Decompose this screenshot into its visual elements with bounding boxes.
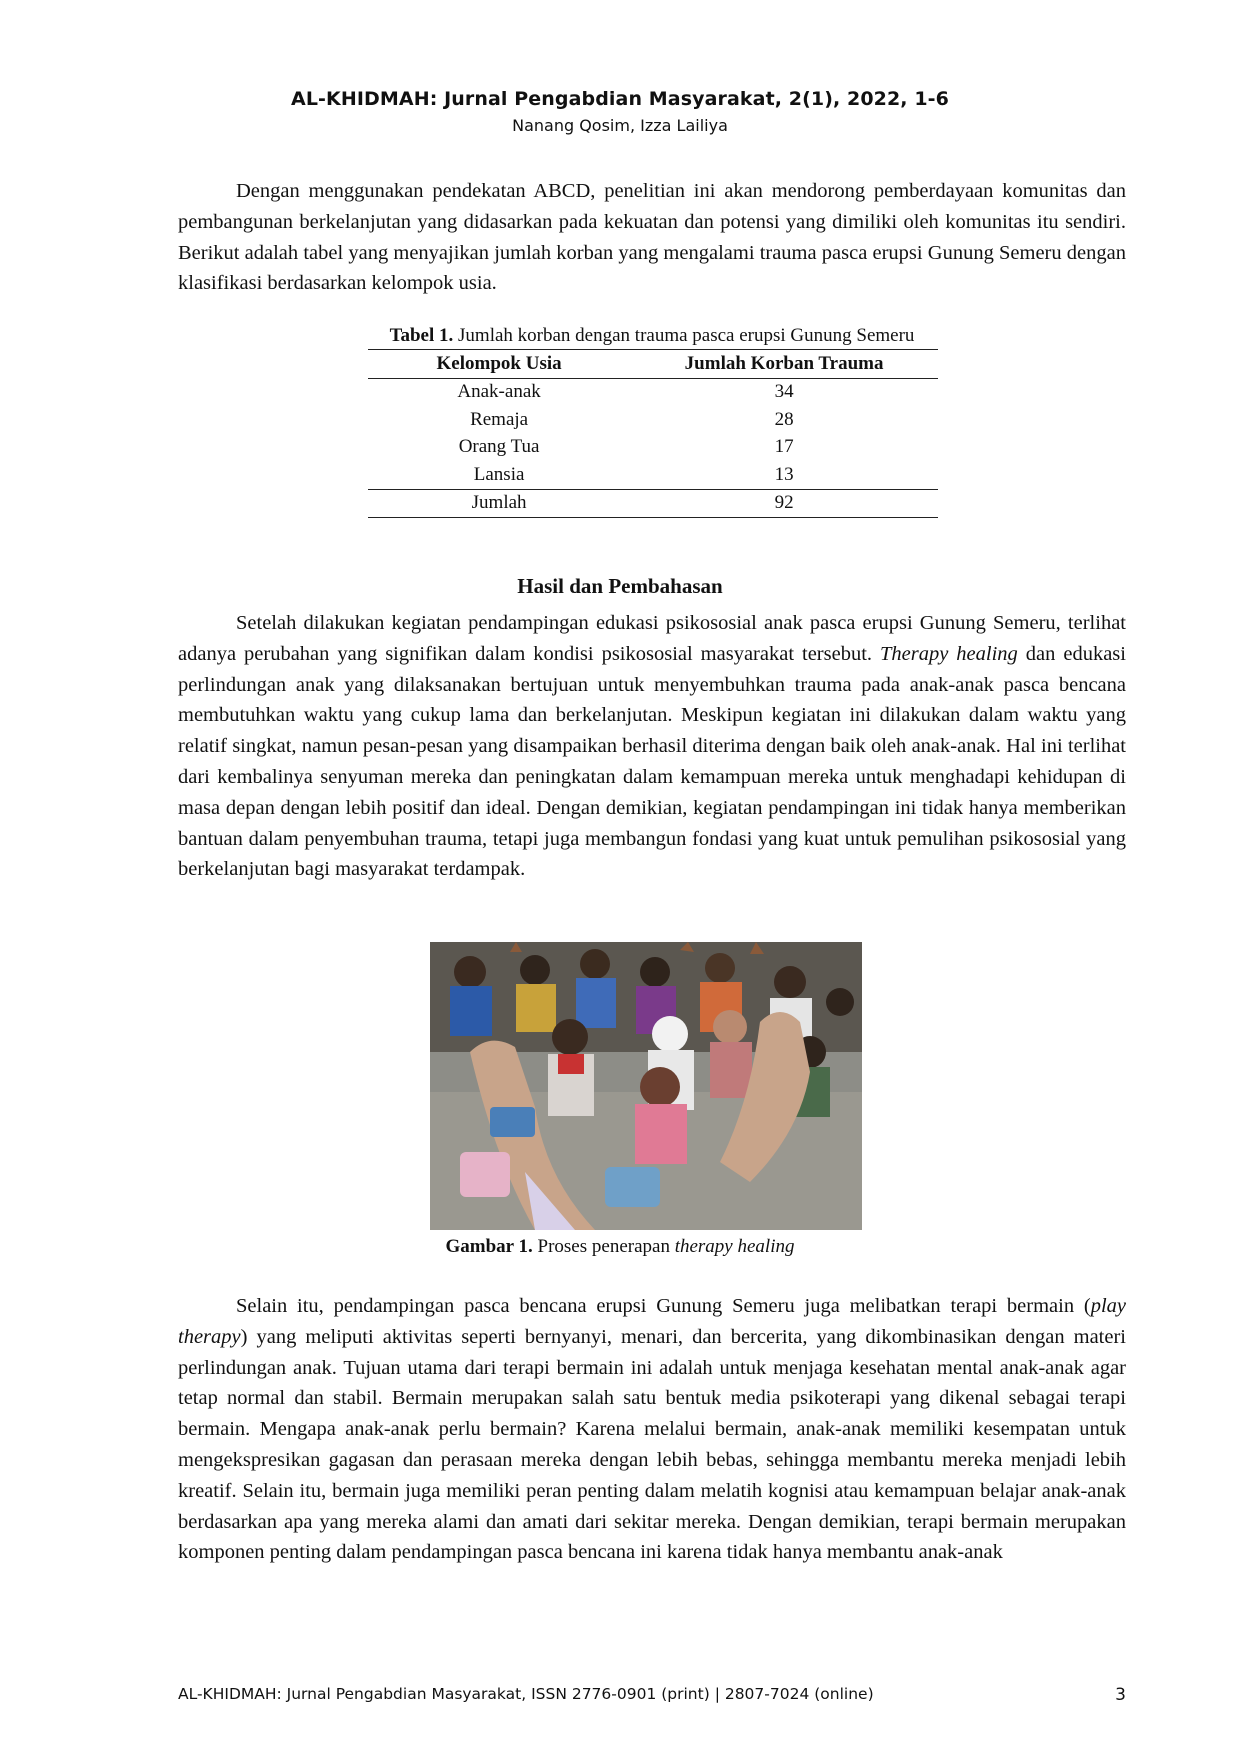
results-text-italic: Therapy healing bbox=[880, 642, 1018, 665]
play-therapy-paragraph-block bbox=[178, 1291, 1126, 1568]
table-row bbox=[368, 406, 938, 434]
results-paragraph-block bbox=[178, 608, 1126, 885]
journal-title: AL-KHIDMAH: Jurnal Pengabdian Masyarakat, 2(1), 2022, 1-6 bbox=[291, 88, 949, 110]
total-value-cell: 92 bbox=[630, 489, 938, 518]
play-text-part2: ) yang meliputi aktivitas seperti bernyanyi, menari, dan bercerita, yang dikombinasikan dengan materi perlindungan anak. Tujuan utama dari terapi bermain ini adalah untuk menjaga kesehatan mental anak-anak agar tetap normal dan stabil. Bermain merupakan salah satu bentuk media psikoterapi yang dikenal sebagai terapi bermain. Mengapa anak-anak perlu bermain? Karena melalui bermain, anak-anak memiliki kesempatan untuk mengekspresikan gagasan dan perasaan mereka dengan lebih bebas, sehingga membantu mereka menjadi lebih kreatif. Selain itu, bermain juga memiliki peran penting dalam melatih kognisi atau kemampuan belajar anak-anak berdasarkan apa yang mereka alami dan amati dari sekitar mereka. Dengan demikian, terapi bermain merupakan komponen penting dalam pendampingan pasca bencana ini karena tidak hanya membantu anak-anak bbox=[178, 1325, 1126, 1564]
figure-label: Gambar 1. bbox=[445, 1236, 533, 1257]
play-text-part1: Selain itu, pendampingan pasca bencana erupsi Gunung Semeru juga melibatkan terapi bermain ( bbox=[236, 1295, 1091, 1317]
age-group-cell: Orang Tua bbox=[458, 436, 540, 458]
running-header bbox=[0, 88, 1240, 135]
table-row bbox=[368, 434, 938, 462]
page-footer bbox=[178, 1685, 1126, 1703]
results-text-part2: dan edukasi perlindungan anak yang dilaksanakan bertujuan untuk menyembuhkan trauma pada anak-anak pasca bencana membutuhkan waktu yang cukup lama dan berkelanjutan. Meskipun kegiatan ini dilakukan dalam waktu yang relatif singkat, namun pesan-pesan yang disampaikan berhasil diterima dengan baik oleh anak-anak. Hal ini terlihat dari kembalinya senyuman mereka dan peningkatan dalam kemampuan mereka untuk menghadapi kehidupan di masa depan dengan lebih positif dan ideal. Dengan demikian, kegiatan pendampingan ini tidak hanya memberikan bantuan dalam penyembuhan trauma, tetapi juga membangun fondasi yang kuat untuk pemulihan psikososial yang berkelanjutan bagi masyarakat terdampak. bbox=[178, 642, 1126, 881]
age-group-cell: Anak-anak bbox=[457, 381, 541, 403]
figure-caption-text: Proses penerapan bbox=[532, 1236, 675, 1257]
total-label-cell: Jumlah bbox=[368, 489, 630, 518]
play-therapy-paragraph bbox=[178, 1291, 1126, 1568]
victim-count-cell: 13 bbox=[774, 463, 794, 485]
play-text-italic: play therapy bbox=[178, 1295, 1126, 1348]
table-row bbox=[368, 461, 938, 489]
results-paragraph bbox=[178, 608, 1126, 885]
victim-count-cell: 28 bbox=[774, 408, 794, 430]
intro-paragraph-block bbox=[178, 176, 1126, 299]
author-names: Nanang Qosim, Izza Lailiya bbox=[512, 116, 728, 135]
trauma-victims-table bbox=[368, 349, 938, 518]
intro-paragraph: Dengan menggunakan pendekatan ABCD, penelitian ini akan mendorong pemberdayaan komunitas dan pembangunan berkelanjutan yang didasarkan pada kekuatan dan potensi yang dimiliki oleh komunitas itu sendiri. Berikut adalah tabel yang menyajikan jumlah korban yang mengalami trauma pasca erupsi Gunung Semeru dengan klasifikasi berdasarkan kelompok usia. bbox=[178, 180, 1126, 295]
section-heading: Hasil dan Pembahasan bbox=[517, 574, 723, 598]
age-group-cell: Lansia bbox=[473, 463, 525, 485]
table-total-row bbox=[368, 489, 938, 518]
results-text-part1: Setelah dilakukan kegiatan pendampingan edukasi psikososial anak pasca erupsi Gunung Semeru, terlihat adanya perubahan yang signifikan dalam kondisi psikososial masyarakat tersebut. bbox=[178, 612, 1126, 665]
table-1 bbox=[360, 325, 940, 518]
table-label: Tabel 1. bbox=[389, 325, 454, 346]
victim-count-cell: 34 bbox=[774, 381, 794, 403]
column-header-age-group: Kelompok Usia bbox=[368, 350, 630, 379]
table-header-row bbox=[368, 350, 938, 379]
page-number: 3 bbox=[1115, 1685, 1126, 1705]
children-therapy-photo bbox=[430, 942, 862, 1230]
figure-caption bbox=[0, 1236, 1240, 1258]
column-header-victim-count: Jumlah Korban Trauma bbox=[630, 350, 938, 379]
footer-journal-info: AL-KHIDMAH: Jurnal Pengabdian Masyarakat, ISSN 2776-0901 (print) | 2807-7024 (online) bbox=[178, 1685, 874, 1703]
age-group-cell: Remaja bbox=[470, 408, 529, 430]
table-caption bbox=[352, 325, 952, 347]
figure-caption-italic: therapy healing bbox=[674, 1236, 795, 1257]
table-caption-text: Jumlah korban dengan trauma pasca erupsi Gunung Semeru bbox=[453, 325, 915, 346]
victim-count-cell: 17 bbox=[774, 436, 794, 458]
table-row bbox=[368, 378, 938, 406]
figure-1-photo bbox=[430, 942, 862, 1230]
